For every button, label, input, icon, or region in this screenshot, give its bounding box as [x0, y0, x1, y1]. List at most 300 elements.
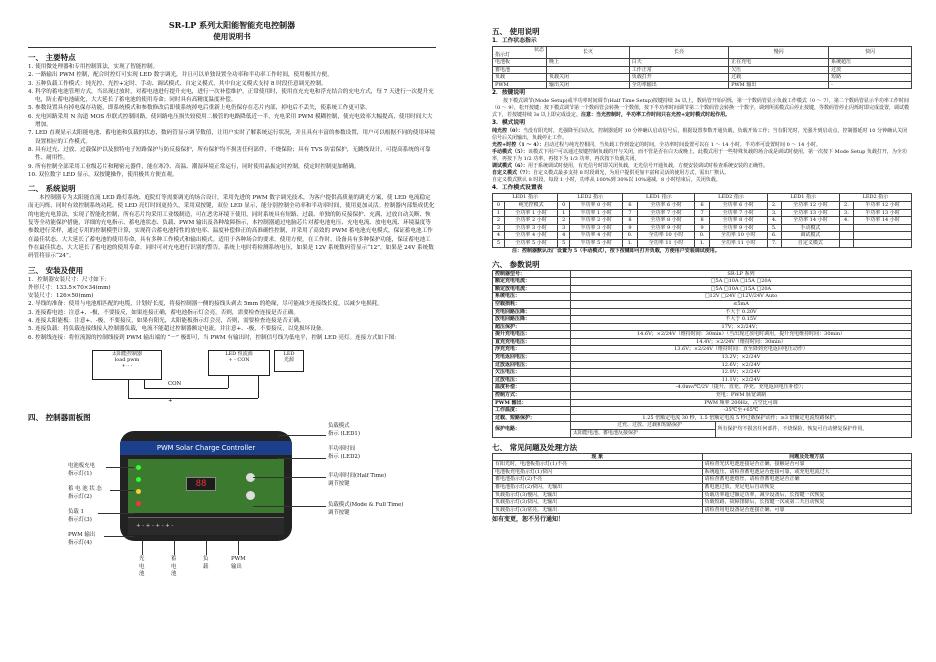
doc-title: SR-LP 系列太阳能智能充电控制器 [168, 20, 296, 30]
faq-symptom: 负载指示灯(3)常亮，无输出 [493, 506, 703, 514]
params-value: 13.2V；×2/24V [571, 354, 912, 362]
mode-table-cell: 半功率 2 小时 [570, 217, 623, 225]
mode-table-cell: 8 [695, 217, 709, 225]
mode-table-cell: 全功率 5 小时 [504, 239, 557, 247]
params-value: 11.1V；×2/24V [571, 376, 912, 384]
feature-item: 7. LED 直观显示太阳能电池、蓄电池和负载的状态，数码管显示调节数值，让用户实时了解系统运行状况，并且具有丰富的参数设置，用户可以根据不同的使用环境设置相应的工作模式。 [28, 130, 436, 145]
mode-table-cell: 纯光控模式 [504, 201, 557, 209]
params-value: □5A □10A □15A □20A [571, 278, 912, 286]
seven-segment-display: 88 [186, 477, 216, 491]
mode-table-cell: 全功率 14 小时 [781, 217, 839, 225]
mode-light-timer: 光控+时控（1 ～ 4）：启动过程与纯光控相同，当负载工作到设定的时间，全功率时间设置可以在 1 ～ 14 小时，半功率可设置时间 0 ～ 14 小时。 [492, 142, 821, 149]
led2-label-a: 蓄 电 池 状 态 [68, 485, 102, 492]
params-row [493, 331, 912, 339]
params-row [493, 369, 912, 377]
controller-photo [120, 431, 292, 541]
status-cell: 欠压 [729, 66, 829, 74]
status-cell: 负载关闭 [547, 74, 630, 82]
params-key: 浮充充电： [493, 346, 571, 354]
faq-solution: 系统超压，请检查蓄电池是否连接可靠，或充电电流过大 [702, 468, 912, 476]
params-key: 超压保护： [493, 323, 571, 331]
params-row [493, 270, 912, 278]
params-value: 12.0V；×2/24V [571, 369, 912, 377]
status-row [493, 74, 912, 82]
wire-v1 [128, 380, 129, 398]
faq-symptom: 蓄电池指示灯(2)快闪，无输出 [493, 483, 703, 491]
terminal-pwm-label: PWM 输出 [231, 555, 246, 570]
mode-table-cell: 6 [623, 201, 637, 209]
install-step: 安装尺寸：126×50(mm) [28, 293, 94, 300]
mode-table-cell: 3 [493, 224, 505, 232]
faq-solution: 请检查蓄电池熔丝，请检查蓄电池是否正确 [702, 476, 912, 484]
mode-table-row [493, 201, 912, 209]
led-indicator-2-icon [136, 477, 141, 482]
controller-box-signs: + - - [121, 362, 133, 369]
faq-symptom: 电池板充电指示灯(1)快闪 [493, 468, 703, 476]
status-col-slow: 慢闪 [729, 47, 829, 59]
mode-table-cell: 8 [623, 217, 637, 225]
status-cell: 晚上 [547, 59, 630, 67]
params-value: PWM 频率 200Hz，占空比可调 [571, 399, 912, 407]
status-cell: 系统超压 [829, 59, 912, 67]
params-key: 欠压电压： [493, 369, 571, 377]
mode-section-title: 3．模式说明 [492, 120, 526, 127]
params-row-protection [493, 422, 912, 430]
mode-table-cell: 0. [695, 232, 709, 240]
mode-table-col-head: LED2 指示 [695, 194, 767, 202]
params-value: 12.6V；×2/24V [571, 361, 912, 369]
params-key: 过放返回电压： [493, 361, 571, 369]
params-value: 1.25 倍额定电流 30 秒，1.5 倍额定电流 5 秒过载保护动作；≥3 倍额定电流短路保护。 [571, 414, 912, 422]
led-lamp-box [274, 350, 304, 372]
params-value: ≤5mA [571, 300, 912, 308]
faq-row [493, 468, 912, 476]
faq-row [493, 483, 912, 491]
mode-table-cell: 0 [493, 201, 505, 209]
wiring-diagram [28, 344, 436, 408]
params-table [492, 270, 912, 438]
status-table-title: 1．工作状态指示 [492, 38, 537, 44]
params-key: 工作温度： [493, 407, 571, 415]
params-row [493, 346, 912, 354]
mode-table-cell [839, 224, 853, 232]
params-protection-key: 保护电路： [493, 422, 571, 437]
status-cell: 白天 [629, 59, 728, 67]
system-description: 本控制器专为太阳能直流 LED 路灯系统、庭院灯等需要调光的场合设计，采用先进的 PWM 数字调光技术，为客户提供高质量的调光方案，使 LED 电流稳定而无闪烁，同时有效控制系统功耗。使 LED 亮灯时间更持久，采用双按键，双位 LED 显示，能分别控制全功率和半功率时间，使用更加灵活。控制器内部集成优化的电池充电算法，实现了智能化控制，所有芯片均采用工业级制造，可在恶劣环境下使用，同时系统具有短路、过载、单独的防反接保护、充满、过放自动关断、恢复等全功能保护措施，详细的充电指示、蓄电池状态、负载、PWM 输出及各种故障指示，本控制器通过电脑芯片对蓄电池电压、充电电流、放电电流、环境温度等参数进行采样，通过专用的控制模型计算，实现符合蓄电池特性的放电率、温度补偿修正的高准确性控制，并采用了高效的 PWM 蓄电池充电模式，保证蓄电池工作在最佳状态，大大延长了蓄电池的使用寿命，具有多种工作模式和输出模式。适用于各种场合的要求，使用方便，在工作时，设备具有多种保护功能，保证蓄电池工作在最佳状态，大大延长了蓄电池的使用寿命。同时可对充电进行识别的警告。系统上电时将检测系统电压，如果是 12V 系统数码管显示“12”，如果是 24V 系统数码管将显示“24”。 [28, 195, 435, 260]
params-key: 控制器型号： [493, 270, 571, 278]
mode-table-cell: 6 [695, 201, 709, 209]
mode-table-cell: 4 [493, 232, 505, 240]
led3-label-b: 指示灯(3) [68, 516, 92, 523]
led-lamp-sub: 光源 [283, 356, 294, 363]
leader-3 [98, 513, 134, 514]
status-cell: PWM 输出 [729, 81, 829, 89]
mode-indicator-label-b: 指示 (LED1) [328, 430, 360, 437]
status-row-label: 负载 [493, 74, 547, 82]
mode-table-cell: 5 [493, 239, 505, 247]
params-row [493, 285, 912, 293]
led1-label-b: 指示灯(1) [68, 470, 92, 477]
led3-label-a: 负载 1 [68, 508, 84, 515]
install-step: 1．控制器安装尺寸：尺寸如下： [28, 276, 110, 283]
leader-4 [104, 536, 134, 537]
params-row [493, 308, 912, 316]
title-divider [28, 47, 436, 48]
controller-box [92, 350, 162, 380]
faq-solution: 请检查用电设备是否连接正确、可靠 [702, 506, 912, 514]
half-indicator-label-b: 指示 (LED2) [328, 453, 360, 460]
mode-table-cell [854, 224, 912, 232]
mode-table-cell: 全功率 6 小时 [709, 201, 767, 209]
mode-table-note: 注：控制器默认出厂设置为 5（手动模式），按下按键即可打开负载，方便用户安装调试使用。 [512, 247, 720, 254]
mode-table-cell: 6. [767, 232, 781, 240]
feature-item: 4. 科学的蓄电池管理方式，当出现过放时，对蓄电池进行提升充电，进行一次补偿维护，正常使用时，使用直充充电和浮充结合的充电方式，每 7 天进行一次提升充电，防止蓄电池硫化，大大延长了蓄电池的使用寿命；同时具有高精度温度补偿。 [28, 88, 434, 104]
led4-label-a: PWM 输出 [68, 531, 96, 538]
install-step: 6. 控制线连接：将恒流源的控制线接到 PWM 输出端的 “－” 极即可，当 PWM 有输出时，控制信号线为低电平，控制 LED 亮灯。连接方式如下图： [28, 334, 400, 341]
mode-button-label-a: 负载模式(Mode & Full Time) [328, 501, 404, 508]
mode-table-cell: 2 [558, 217, 570, 225]
status-row [493, 59, 912, 67]
mode-table-cell: 1. [695, 239, 709, 247]
mode-table-cell: 全功率 9 小时 [637, 224, 695, 232]
feature-item: 2. 一路输出 PWM 控制，配合时控灯可实现 LED 数字调光，并且可以单独设置全功率和半功率工作时间，使用极其方便。 [28, 72, 333, 79]
section-features-heading: 一、 主要特点 [28, 53, 76, 62]
led-driver-box [208, 350, 270, 376]
mode-table-cell: 3. [767, 209, 781, 217]
controller-face [128, 459, 284, 513]
mode-table-cell: 全功率 1 小时 [504, 209, 557, 217]
faq-symptom: 负载指示灯(3)慢闪，无输出 [493, 491, 703, 499]
mode-table-cell: 手动模式 [781, 224, 839, 232]
params-key: 放电回路压降： [493, 316, 571, 324]
section-faq-heading: 七、 常见问题及处理方法 [492, 442, 578, 452]
led-indicator-1-icon [136, 465, 141, 470]
install-step: 4. 连接太阳能板：注意+、-极，不要接反，如果有阳光，太阳能板指示灯会亮，否则，需要检查连接是否正确。 [28, 318, 305, 325]
status-row-label: 蓄电池 [493, 66, 547, 74]
faq-col-solution: 问题及处理方法 [702, 453, 912, 461]
feature-item: 9. 所有控制全部采用工业级芯片和精密元器件，能在寒冷、高温、潮湿环境正常运行，同时使用晶振定时控制，使定时控制更加精确。 [28, 163, 360, 170]
mode-table-cell: 半功率 1 小时 [570, 209, 623, 217]
mode-table-body [493, 201, 912, 247]
faq-row [493, 506, 912, 514]
status-cell: 过载 [729, 74, 829, 82]
mode-table-row [493, 239, 912, 247]
leader-5 [278, 435, 326, 436]
params-row [493, 300, 912, 308]
mode-table-cell [839, 232, 853, 240]
terminal-block [128, 517, 284, 535]
mode-table-cell: 全功率 13 小时 [781, 209, 839, 217]
mode-manual: 手动模式（5）：该模式下用户可以通过按键控制负载的开与关闭，而不管是否在白天或晚上，此模式用于一些特殊负载的场合或是调试时使用，第一次按下 Mode Setup 负载打开，为全功率，再按下为 1/2 功率，再按下为 1/3 功率，再次按下负载关闭。 [492, 149, 907, 163]
params-value: SR-LP 系列 [571, 270, 912, 278]
params-value: 不大于 0.20V [571, 308, 912, 316]
params-value: □5A □10A □15A □20A [571, 285, 912, 293]
half-indicator-label-a: 半功率时间 [328, 445, 355, 452]
mode-table-row [493, 232, 912, 240]
mode-table-cell: 4 [558, 232, 570, 240]
mode-table-cell: 0. [623, 232, 637, 240]
half-button-label-a: 半功率时间(Half Time) [328, 472, 387, 479]
params-row [493, 407, 912, 415]
faq-symptom: 负载指示灯(3)快闪，无输出 [493, 499, 703, 507]
mode-table-cell: 3. [839, 209, 853, 217]
leader-1 [106, 467, 134, 468]
params-protection-a: 过充、过放、过载和短路保护 [571, 422, 716, 430]
mode-table-cell: 半功率 13 小时 [854, 209, 912, 217]
mode-table-cell: 全功率 11 小时 [709, 239, 767, 247]
button-section-title: 2．按键说明 [492, 90, 526, 97]
mode-table-row [493, 217, 912, 225]
mode-table-cell: 全功率 12 小时 [781, 201, 839, 209]
faq-table [492, 453, 912, 515]
controller-box-label: 太阳能控制器 [111, 350, 142, 357]
mode-custom-default: 自定义模式默认 8 时段，每段 1 小时，功率从 100%到 30%以 10%递减，8 小时结束后，关闭负载。 [492, 177, 721, 184]
led4-label-b: 指示灯(4) [68, 539, 92, 546]
mode-table-col-head: LED1 指示 [493, 194, 558, 202]
mode-table-cell: 全功率 7 小时 [709, 209, 767, 217]
mode-table-cell [839, 239, 853, 247]
params-row [493, 384, 912, 392]
params-key: 提升充电电压： [493, 331, 571, 339]
mode-table-col-head: LED1 指示 [767, 194, 839, 202]
status-row-label: 电池板 [493, 59, 547, 67]
button-note: 注意：当光控制时，半功率工作时间只在光控+定时模式时起作用。 [580, 112, 731, 119]
status-cell: 输出关闭 [547, 81, 630, 89]
install-step: 5. 连接负载：将负载连接线接入控制器负载，电流不能超过控制器额定电流。并注意+、-极，不要接反，以免损坏设备。 [28, 326, 327, 333]
params-key: 额定放电电流： [493, 285, 571, 293]
params-key: 直充充电电压： [493, 338, 571, 346]
mode-table-cell: 半功率 14 小时 [854, 217, 912, 225]
feature-item: 3. 五种负载工作模式：纯光控、光控+定时、手动、调试模式、自定义模式，其中自定义模式支持 8 时段任意调光控制。 [28, 80, 327, 87]
params-row [493, 293, 912, 301]
params-value: 13.6V；×2/24V（维持时间：直至降到充电返回电压动作） [571, 346, 912, 354]
params-protection-b: 太阳能电池、蓄电池反接保护 [571, 430, 716, 438]
faq-row [493, 491, 912, 499]
status-table-corner: 状态 指示灯 [493, 47, 547, 59]
right-column [492, 0, 912, 523]
status-row-label: PWM [493, 81, 547, 89]
params-key: 充电回路压降： [493, 308, 571, 316]
wire-v2 [144, 380, 145, 388]
mode-table-cell: 半功率 3 小时 [570, 224, 623, 232]
params-row [493, 323, 912, 331]
mode-table-cell: 9 [623, 224, 637, 232]
section-panel-heading: 四、 控制器面板图 [28, 412, 91, 422]
wire-con [144, 388, 228, 389]
mode-table-header [493, 194, 912, 202]
wire-v4 [258, 376, 259, 398]
status-cell: 过放 [829, 66, 912, 74]
mode-table-cell: 全功率 3 小时 [504, 224, 557, 232]
led-indicator-4-icon [136, 501, 141, 506]
status-col-fast: 快闪 [829, 47, 912, 59]
leader-2 [110, 490, 134, 491]
mode-custom: 自定义模式（7）：自定义模式最多支持 8 时段调光，为用户提供更加丰富和灵活的使用方式，需出厂默认。 [492, 170, 730, 177]
mode-table-cell: 4. [839, 217, 853, 225]
leader-load [206, 541, 207, 555]
mode-table-cell: 全功率 8 小时 [709, 217, 767, 225]
terminal-pv-label: 光 电 池 [139, 555, 145, 578]
status-cell: 负载打开 [629, 74, 728, 82]
mode-table-col-head: LED1 指示 [623, 194, 695, 202]
mode-table-cell: 0 [558, 201, 570, 209]
mode-table-cell: 4. [767, 217, 781, 225]
params-row [493, 338, 912, 346]
params-key: 温度补偿： [493, 384, 571, 392]
params-key: 过放电压： [493, 376, 571, 384]
led1-label-a: 电池板充电 [68, 462, 95, 469]
section-usage-heading: 五、 使用说明 [492, 27, 540, 36]
mode-table-cell: 1 [493, 209, 505, 217]
install-step: 外形尺寸：133.5×70×34(mm) [28, 284, 111, 291]
params-value: 17V；×2/24V； [571, 323, 912, 331]
status-col-on: 长亮 [629, 47, 728, 59]
mode-table-cell: 7. [767, 239, 781, 247]
mode-table-cell: 9 [695, 224, 709, 232]
params-key: 空载损耗： [493, 300, 571, 308]
feature-item: 8. 具有过充、过放、过载保护以及独特电子短路保护与防反接保护，所有保护均不损害任何部件，不烧保险；具有 TVS 防雷保护，无跳线设计，可提高系统的可靠性、耐用性。 [28, 146, 431, 162]
params-row [493, 376, 912, 384]
mode-table-cell: 调试模式 [781, 232, 839, 240]
terminal-load-label: 负 载 [203, 555, 209, 570]
leader-8 [253, 506, 326, 507]
status-cell: 正在充电 [729, 59, 829, 67]
mode-table-cell [854, 239, 912, 247]
status-cell: 短路 [829, 74, 912, 82]
params-row [493, 361, 912, 369]
faq-col-symptom: 现 象 [493, 453, 703, 461]
mode-table-cell: 自定义模式 [781, 239, 839, 247]
faq-solution: 负载短路，故障排除后，长按键一次或第二天自动恢复 [702, 499, 912, 507]
params-key: 充电返回电压： [493, 354, 571, 362]
faq-row [493, 499, 912, 507]
params-value: □12V □24V □12V/24V Auto [571, 293, 912, 301]
faq-solution: 负载功率超过额定功率，减少设备后，长按键一次恢复 [702, 491, 912, 499]
params-row [493, 278, 912, 286]
mode-table [492, 193, 912, 247]
mode-table-cell [854, 232, 912, 240]
mode-table-cell: 1 [558, 209, 570, 217]
params-key: 系统电压： [493, 293, 571, 301]
controller-brand: PWM Solar Charge Controller [120, 441, 292, 455]
led-driver-terminals: + - CON [228, 356, 250, 363]
params-value: 充电：PWM 脉宽调制 [571, 392, 912, 400]
status-cell [547, 66, 630, 74]
params-key: 过载、短路保护： [493, 414, 571, 422]
faq-row [493, 461, 912, 469]
panel-figure [28, 423, 436, 591]
params-value: 14.6V；×2/24V（维持时间：30min）（当出现过放电时调用，提升充电维持时间：30min） [571, 331, 912, 339]
mode-button[interactable] [246, 491, 255, 500]
section-params-heading: 六、 参数说明 [492, 259, 540, 269]
mode-table-row [493, 209, 912, 217]
doc-subtitle: 使用说明书 [213, 32, 251, 41]
status-table-body [493, 59, 912, 89]
params-key: 额定充电电流： [493, 278, 571, 286]
faq-table-body [493, 461, 912, 514]
mode-table-col-head: LED2 指示 [839, 194, 911, 202]
params-value: -35℃至+65℃ [571, 407, 912, 415]
mode-table-title: 4．工作模式设置表 [492, 185, 543, 192]
features-list [28, 63, 436, 179]
mode-table-cell: 全功率 7 小时 [637, 209, 695, 217]
mode-light-control: 纯光控（0）：当没有阳光时，光强降至启动点，控制器延时 10 分钟确认启动信号后，根据设置参数开通负载，负载开始工作；当有阳光时，光强升到启动点，控制器延时 10 分钟确认关闭信号后关闭输出，负载停止工作。 [492, 128, 908, 142]
mode-table-col-head: LED2 指示 [558, 194, 623, 202]
con-label: CON [168, 380, 182, 387]
mode-table-cell: 半功率 12 小时 [854, 201, 912, 209]
controller-box-terminals: load pwm [114, 356, 140, 363]
params-table-body [493, 270, 912, 422]
terminal-battery-label: 蓄 电 池 [171, 555, 177, 578]
mode-table-cell: 全功率 4 小时 [504, 232, 557, 240]
section-install-heading: 三、 安装及使用 [28, 265, 84, 275]
status-col-off: 长灭 [547, 47, 630, 59]
install-step: 2. 导线的准备：使用与电池相匹配的电缆，计划好长度，将接控制器一侧的接线头剥去 5mm 的绝缘，尽可能减少连接线长度，以减少电损耗。 [28, 301, 383, 308]
mode-table-cell: 2 [493, 217, 505, 225]
mode-table-cell: 2. [767, 201, 781, 209]
faq-solution: 蓄电池过放，充足电后自动恢复 [702, 483, 912, 491]
mode-indicator-label-a: 负载模式 [328, 422, 350, 429]
params-protection-c: 所有保护均不损害任何部件，不烧保险，恢复可自动修复保护作用。 [715, 422, 911, 437]
mode-table-cell: 全功率 8 小时 [637, 217, 695, 225]
faq-solution: 请检查光伏电池连接是否正确，接触是否可靠 [702, 461, 912, 469]
section-system-heading: 二、 系统说明 [28, 184, 76, 194]
params-row [493, 399, 912, 407]
params-value: 不大于 0.15V [571, 316, 912, 324]
feature-item: 10. 双位数字 LED 显示，双按键操作，使用极其方便直观。 [28, 171, 178, 178]
plus-label: + [168, 397, 173, 404]
mode-table-row [493, 224, 912, 232]
status-row [493, 81, 912, 89]
mode-table-cell: 7 [623, 209, 637, 217]
status-cell: 全功率输出 [629, 81, 728, 89]
mode-table-cell: 全功率 2 小时 [504, 217, 557, 225]
feature-item: 1. 使用微处理器和专用控制算法，实现了智能控制。 [28, 64, 159, 70]
led-lamp-label: LED [283, 350, 295, 357]
mode-table-cell: 半功率 4 小时 [570, 232, 623, 240]
install-list [28, 276, 436, 342]
leader-6 [278, 458, 326, 459]
feature-item: 5. 参数设置具有掉电保存功能，即系统模式和参数修改后即使系统掉电后重新上电仍保存在芯片内部，掉电后不丢失，使系统工作更可靠。 [28, 105, 371, 112]
mode-table-cell: 2. [839, 201, 853, 209]
mode-table-cell: 全功率 9 小时 [709, 224, 767, 232]
mode-debug: 调试模式（6）：用于系统调试时使用，有光信号时即关闭负载，无光信号开通负载，方便安装调试时检查系统安装的正确性。 [492, 163, 768, 170]
mode-table-cell: 半功率 5 小时 [570, 239, 623, 247]
mode-table-cell: 全功率 11 小时 [637, 239, 695, 247]
mode-table-cell: 全功率 10 小时 [637, 232, 695, 240]
notice-footer: 如有变更，恕不另行通知！ [492, 516, 565, 524]
mode-table-cell: 5 [558, 239, 570, 247]
params-key: 控制方式： [493, 392, 571, 400]
faq-symptom: 蓄电池指示灯(2)不亮 [493, 476, 703, 484]
wire-plus [128, 398, 258, 399]
params-row [493, 392, 912, 400]
params-key: PWM 输出： [493, 399, 571, 407]
leader-7 [253, 477, 326, 478]
params-value: -4.0mv/℃/2V（提升、直充、浮充、充电返回电压补偿）； [571, 384, 912, 392]
leader-bat [174, 541, 175, 555]
left-column [28, 0, 436, 591]
status-cell: - [829, 81, 912, 89]
status-row [493, 66, 912, 74]
mode-table-cell: 全功率 10 小时 [709, 232, 767, 240]
leader-pv [142, 541, 143, 555]
status-cell: 工作正常 [629, 66, 728, 74]
mode-table-cell: 3 [558, 224, 570, 232]
mode-table-cell: 全功率 6 小时 [637, 201, 695, 209]
leader-pwm [238, 541, 239, 555]
mode-button-label-b: 调节按键 [328, 509, 350, 516]
